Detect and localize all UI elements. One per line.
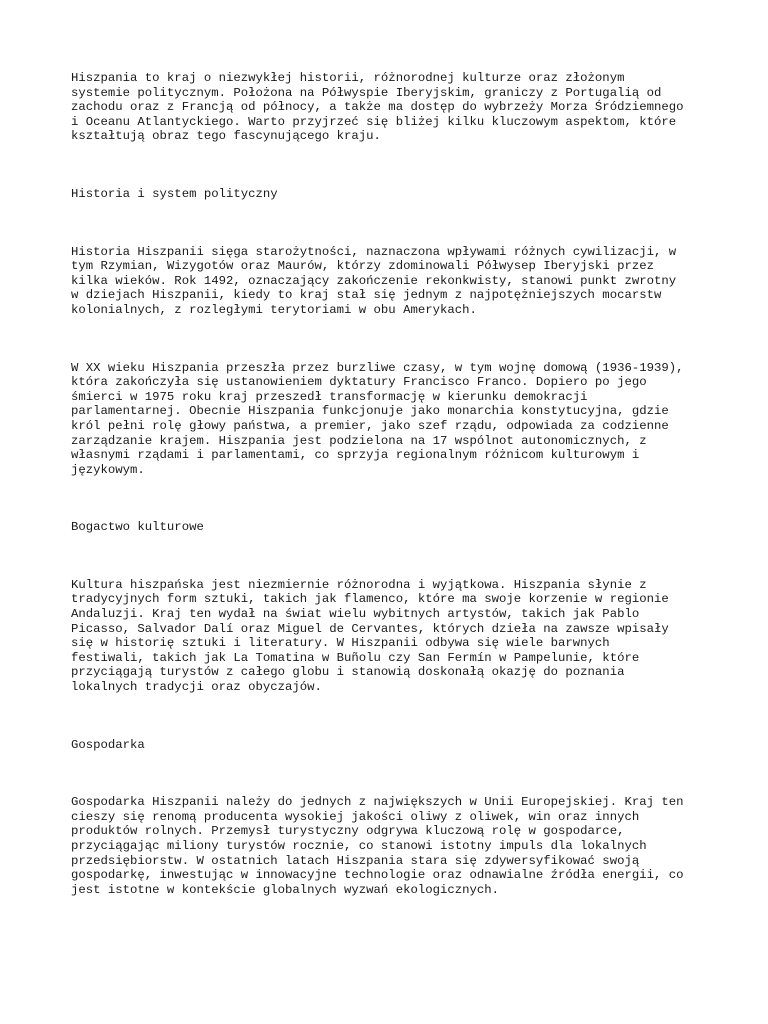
intro-paragraph: Hiszpania to kraj o niezwykłej historii, różnorodnej kulturze oraz złożonym systemie politycznym. Położona na Półwyspie Iberyjskim, graniczy z Portugalią od zachodu oraz z Francją od północy, a także ma dostęp do wybrzeży Morza Śródziemnego i Oceanu Atlantyckiego. Warto przyjrzeć się bliżej kilku kluczowym aspektom, które kształtują obraz tego fascynującego kraju.	[71, 71, 684, 144]
section-heading-economy: Gospodarka	[71, 737, 145, 752]
culture-paragraph-1: Kultura hiszpańska jest niezmiernie różnorodna i wyjątkowa. Hiszpania słynie z tradycyjnych form sztuki, takich jak flamenco, które ma swoje korzenie w regionie Andaluzji. Kraj ten wydał na świat wielu wybitnych artystów, takich jak Pablo Picasso, Salvador Dalí oraz Miguel de Cervantes, których dzieła na zawsze wpisały się w historię sztuki i literatury. W Hiszpanii odbywa się wiele barwnych festiwali, takich jak La Tomatina w Buñolu czy San Fermín w Pampelunie, które przyciągają turystów z całego globu i stanowią doskonałą okazję do poznania lokalnych tradycji oraz obyczajów.	[71, 577, 669, 695]
history-paragraph-1: Historia Hiszpanii sięga starożytności, naznaczona wpływami różnych cywilizacji, w tym Rzymian, Wizygotów oraz Maurów, którzy zdominowali Półwysep Iberyjski przez kilka wieków. Rok 1492, oznaczający zakończenie rekonkwisty, stanowi punkt zwrotny w dziejach Hiszpanii, kiedy to kraj stał się jednym z najpotężniejszych mocarstw kolonialnych, z rozległymi terytoriami w obu Amerykach.	[71, 244, 677, 317]
document-page	[71, 71, 711, 897]
section-heading-culture: Bogactwo kulturowe	[71, 520, 204, 535]
economy-paragraph-1: Gospodarka Hiszpanii należy do jednych z największych w Unii Europejskiej. Kraj ten cieszy się renomą producenta wysokiej jakości oliwy z oliwek, win oraz innych produktów rolnych. Przemysł turystyczny odgrywa kluczową rolę w gospodarce, przyciągając miliony turystów rocznie, co stanowi istotny impuls dla lokalnych przedsiębiorstw. W ostatnich latach Hiszpania stara się zdywersyfikować swoją gospodarkę, inwestując w innowacyjne technologie oraz odnawialne źródła energii, co jest istotne w kontekście globalnych wyzwań ekologicznych.	[71, 795, 684, 897]
history-paragraph-2: W XX wieku Hiszpania przeszła przez burzliwe czasy, w tym wojnę domową (1936-1939), która zakończyła się ustanowieniem dyktatury Francisco Franco. Dopiero po jego śmierci w 1975 roku kraj przeszedł transformację w kierunku demokracji parlamentarnej. Obecnie Hiszpania funkcjonuje jako monarchia konstytucyjna, gdzie król pełni rolę głowy państwa, a premier, jako szef rządu, odpowiada za codzienne zarządzanie krajem. Hiszpania jest podzielona na 17 wspólnot autonomicznych, z własnymi rządami i parlamentami, co sprzyja regionalnym różnicom kulturowym i językowym.	[71, 360, 684, 477]
section-heading-history: Historia i system polityczny	[71, 186, 278, 201]
